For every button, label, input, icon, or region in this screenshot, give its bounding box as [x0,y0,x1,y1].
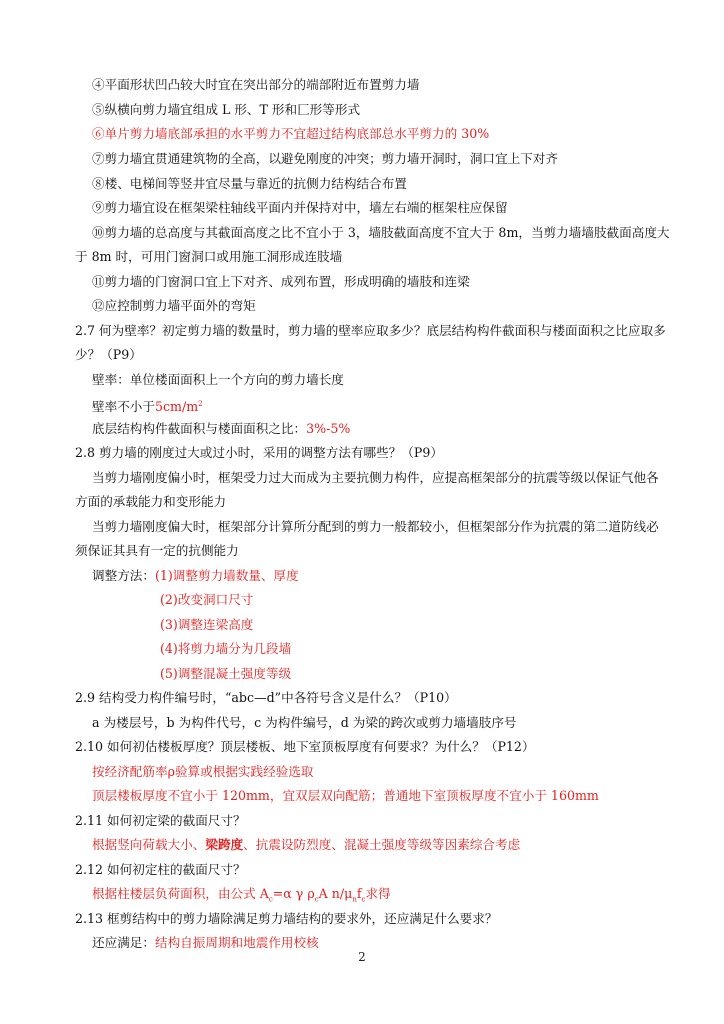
section-ratio-value: 3%-5% [306,421,351,436]
formula-rho-sub: c [314,895,319,904]
item-12: ⑫应控制剪力墙平面外的弯矩 [92,298,256,313]
answer-2-8-p1-line1: 当剪力墙刚度偏小时，框架受力过大而成为主要抗侧力构件，应提高框架部分的抗震等级以保证气他各 [92,470,659,485]
adjust-method-4: (4)将剪力墙分为几段墙 [160,641,292,656]
question-2-7-line1: 2.7 何为壁率？初定剪力墙的数量时，剪力墙的壁率应取多少？底层结构构件截面积与楼面面积之比应取多 [75,323,666,338]
formula-fc: f [356,886,362,901]
item-8: ⑧楼、电梯间等竖井宜尽量与靠近的抗侧力结构结合布置 [92,176,407,191]
question-2-7-line2: 少？（P9） [75,347,142,362]
formula-mu-sub: n [352,895,357,904]
answer-2-12 [92,886,391,908]
item-9: ⑨剪力墙宜设在框架梁柱轴线平面内并保持对中，墙左右端的框架柱应保留 [92,200,508,215]
answer-wall-ratio-def: 壁率：单位楼面面积上一个方向的剪力墙长度 [92,372,344,387]
formula-sub-c: c [268,895,273,904]
answer-2-11-bold: 梁跨度 [205,837,244,852]
answer-section-ratio [92,421,350,437]
answer-2-9: a 为楼层号，b 为构件代号，c 为构件编号，d 为梁的跨次或剪力墙墙肢序号 [92,715,517,730]
formula-fc-sub: c [361,895,366,904]
question-2-8: 2.8 剪力墙的刚度过大或过小时，采用的调整方法有哪些？（P9） [75,445,443,460]
answer-wall-ratio-min [92,396,203,415]
formula-tail: A n/μ [318,886,353,901]
section-ratio-label: 底层结构构件截面积与楼面面积之比： [92,421,307,436]
item-7: ⑦剪力墙宜贯通建筑物的全高，以避免刚度的冲突；剪力墙开洞时，洞口宜上下对齐 [92,151,558,166]
answer-2-13-value: 结构自振周期和地震作用校核 [154,935,319,950]
item-5: ⑤纵横向剪力墙宜组成 L 形、T 形和匚形等形式 [92,102,361,117]
wall-ratio-sup: 2 [198,400,203,408]
question-2-10: 2.10 如何初估楼板厚度？顶层楼板、地下室顶板厚度有何要求？为什么？（P12） [75,739,535,754]
adjust-method-3: (3)调整连梁高度 [160,617,254,632]
answer-2-8-p2-line1: 当剪力墙刚度偏大时，框架部分计算所分配到的剪力一般都较小，但框架部分作为抗震的第二道防线必 [92,519,659,534]
answer-2-11-part2: 、抗震设防烈度、混凝土强度等级等因素综合考虑 [243,837,521,852]
item-4: ④平面形状凹凸较大时宜在突出部分的端部附近布置剪力墙 [92,77,420,92]
answer-2-10-line2: 顶层楼板厚度不宜小于 120mm，宜双层双向配筋；普通地下室顶板厚度不宜小于 160mm [92,788,599,803]
answer-2-11 [92,837,520,853]
question-2-12: 2.12 如何初定柱的截面尺寸？ [75,862,246,877]
question-2-13: 2.13 框剪结构中的剪力墙除满足剪力墙结构的要求外，还应满足什么要求？ [75,911,498,926]
page-number: 2 [358,950,366,964]
item-11: ⑪剪力墙的门窗洞口宜上下对齐、成列布置，形成明确的墙肢和连梁 [92,274,470,289]
item-10-line2: 于 8m 时，可用门窗洞口或用施工洞形成连肢墙 [75,249,343,264]
answer-2-13 [92,935,319,951]
adjust-method-5: (5)调整混凝土强度等级 [160,666,292,681]
wall-ratio-value: 5cm/m [154,399,199,415]
item-6: ⑥单片剪力墙底部承担的水平剪力不宜超过结构底部总水平剪力的 30% [92,126,490,141]
adjust-method-1 [92,568,299,584]
formula-mid: =α γ ρ [272,886,315,901]
formula-prefix: 根据柱楼层负荷面积，由公式 A [92,886,269,901]
question-2-11: 2.11 如何初定梁的截面尺寸？ [75,813,246,828]
adjust-method-first: (1)调整剪力墙数量、厚度 [154,568,299,583]
answer-2-8-p1-line2: 方面的承载能力和变形能力 [75,494,227,509]
adjust-method-2: (2)改变洞口尺寸 [160,592,254,607]
item-10-line1: ⑩剪力墙的总高度与其截面高度之比不宜小于 3，墙肢截面高度不宜大于 8m，当剪力墙墙肢截面高度大 [92,225,670,240]
answer-2-13-label: 还应满足： [92,935,155,950]
answer-2-10-line1: 按经济配筋率ρ验算或根据实践经验选取 [92,764,314,779]
adjust-method-label: 调整方法： [92,568,155,583]
wall-ratio-label: 壁率不小于 [92,399,155,415]
formula-end: 求得 [365,886,391,901]
answer-2-8-p2-line2: 须保证其具有一定的抗侧能力 [75,543,239,558]
answer-2-11-part1: 根据竖向荷载大小、 [92,837,206,852]
question-2-9: 2.9 结构受力构件编号时，“abc—d”中各符号含义是什么？（P10） [75,690,457,705]
